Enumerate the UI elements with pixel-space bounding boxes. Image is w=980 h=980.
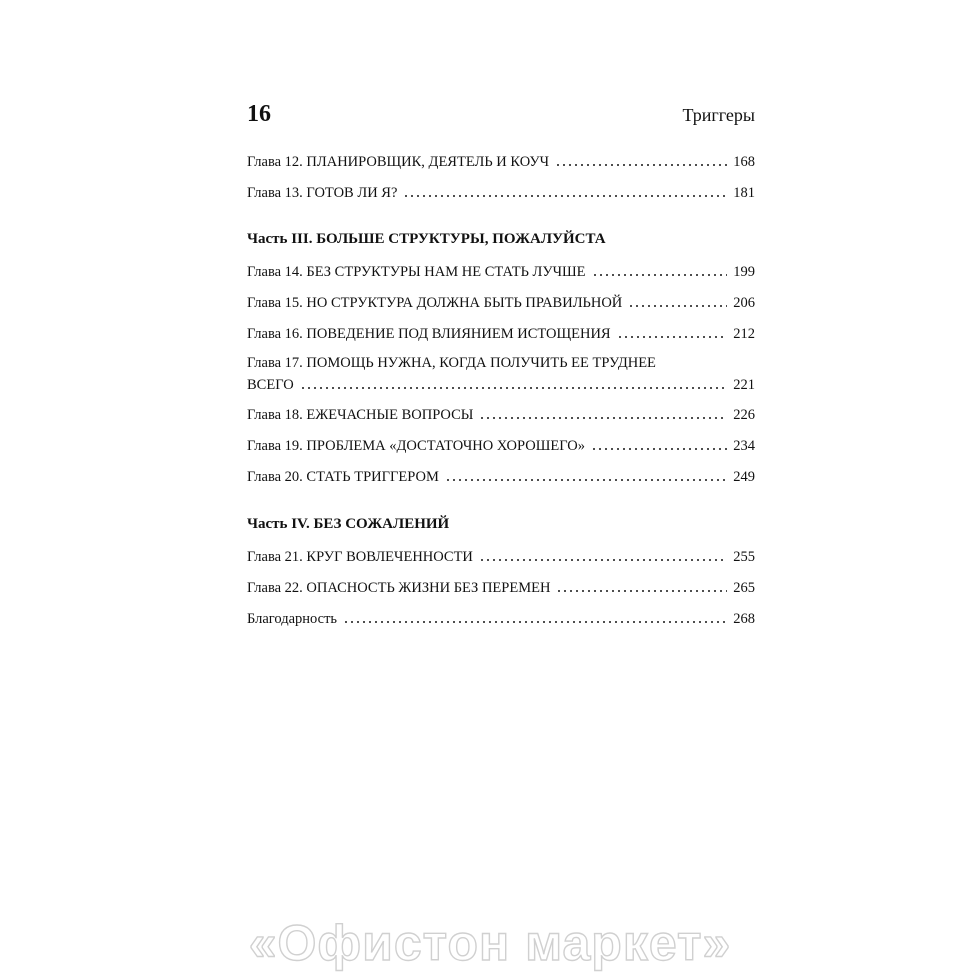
toc-entry-page: 265 <box>733 580 755 596</box>
toc-entry-chapter-22 <box>247 578 755 598</box>
toc-entry-label: Глава 14. БЕЗ СТРУКТУРЫ НАМ НЕ СТАТЬ ЛУЧШЕ <box>247 264 586 280</box>
toc-entry-label: Благодарность <box>247 611 338 627</box>
dot-leader <box>300 387 728 389</box>
toc-entry-chapter-20 <box>247 467 755 487</box>
toc-entry-label-line-2: ВСЕГО <box>247 377 294 393</box>
toc-entry-label: Глава 21. КРУГ ВОВЛЕЧЕННОСТИ <box>247 549 473 565</box>
toc-entry-page: 168 <box>733 154 755 170</box>
dot-leader <box>592 274 728 276</box>
toc-entry-label: Глава 16. ПОВЕДЕНИЕ ПОД ВЛИЯНИЕМ ИСТОЩЕНИЯ <box>247 326 611 342</box>
toc-entry-page: 268 <box>733 611 755 627</box>
dot-leader <box>556 590 727 592</box>
dot-leader <box>591 448 727 450</box>
dot-leader <box>343 621 727 623</box>
toc-part-4-heading: Часть IV. БЕЗ СОЖАЛЕНИЙ <box>247 516 450 532</box>
dot-leader <box>479 559 727 561</box>
toc-entry-label: Глава 13. ГОТОВ ЛИ Я? <box>247 185 398 201</box>
toc-entry-label: Глава 20. СТАТЬ ТРИГГЕРОМ <box>247 469 439 485</box>
toc-entry-page: 199 <box>733 264 755 280</box>
toc-entry-page: 206 <box>733 295 755 311</box>
page-number: 16 <box>247 101 271 127</box>
toc-entry-chapter-16 <box>247 324 755 344</box>
toc-entry-page: 226 <box>733 407 755 423</box>
toc-entry-label: Глава 19. ПРОБЛЕМА «ДОСТАТОЧНО ХОРОШЕГО» <box>247 438 585 454</box>
watermark: «Офистон маркет» <box>248 915 732 971</box>
toc-entry-chapter-21 <box>247 547 755 567</box>
dot-leader <box>479 417 727 419</box>
toc-entry-acknowledgements <box>247 609 755 629</box>
toc-entry-label: Глава 22. ОПАСНОСТЬ ЖИЗНИ БЕЗ ПЕРЕМЕН <box>247 580 551 596</box>
toc-entry-chapter-12 <box>247 152 755 172</box>
dot-leader <box>445 479 727 481</box>
dot-leader <box>628 305 727 307</box>
toc-entry-chapter-18 <box>247 405 755 425</box>
toc-entry-page: 255 <box>733 549 755 565</box>
dot-leader <box>555 164 727 166</box>
toc-entry-label-line-1: Глава 17. ПОМОЩЬ НУЖНА, КОГДА ПОЛУЧИТЬ ЕЕ ТРУДНЕЕ <box>247 355 656 371</box>
dot-leader <box>617 336 728 338</box>
toc-entry-chapter-17 <box>247 353 755 395</box>
toc-entry-chapter-15 <box>247 293 755 313</box>
toc-entry-page: 234 <box>733 438 755 454</box>
running-title: Триггеры <box>682 105 755 125</box>
toc-entry-page: 221 <box>733 377 755 393</box>
toc-entry-label: Глава 12. ПЛАНИРОВЩИК, ДЕЯТЕЛЬ И КОУЧ <box>247 154 550 170</box>
dot-leader <box>403 195 727 197</box>
toc-entry-page: 249 <box>733 469 755 485</box>
toc-entry-chapter-19 <box>247 436 755 456</box>
toc-part-3-heading: Часть III. БОЛЬШЕ СТРУКТУРЫ, ПОЖАЛУЙСТА <box>247 231 606 247</box>
toc-entry-page: 212 <box>733 326 755 342</box>
toc-entry-chapter-14 <box>247 262 755 282</box>
toc-entry-label: Глава 18. ЕЖЕЧАСНЫЕ ВОПРОСЫ <box>247 407 474 423</box>
toc-entry-page: 181 <box>733 185 755 201</box>
toc-entry-chapter-13 <box>247 183 755 203</box>
toc-entry-label: Глава 15. НО СТРУКТУРА ДОЛЖНА БЫТЬ ПРАВИЛЬНОЙ <box>247 295 623 311</box>
